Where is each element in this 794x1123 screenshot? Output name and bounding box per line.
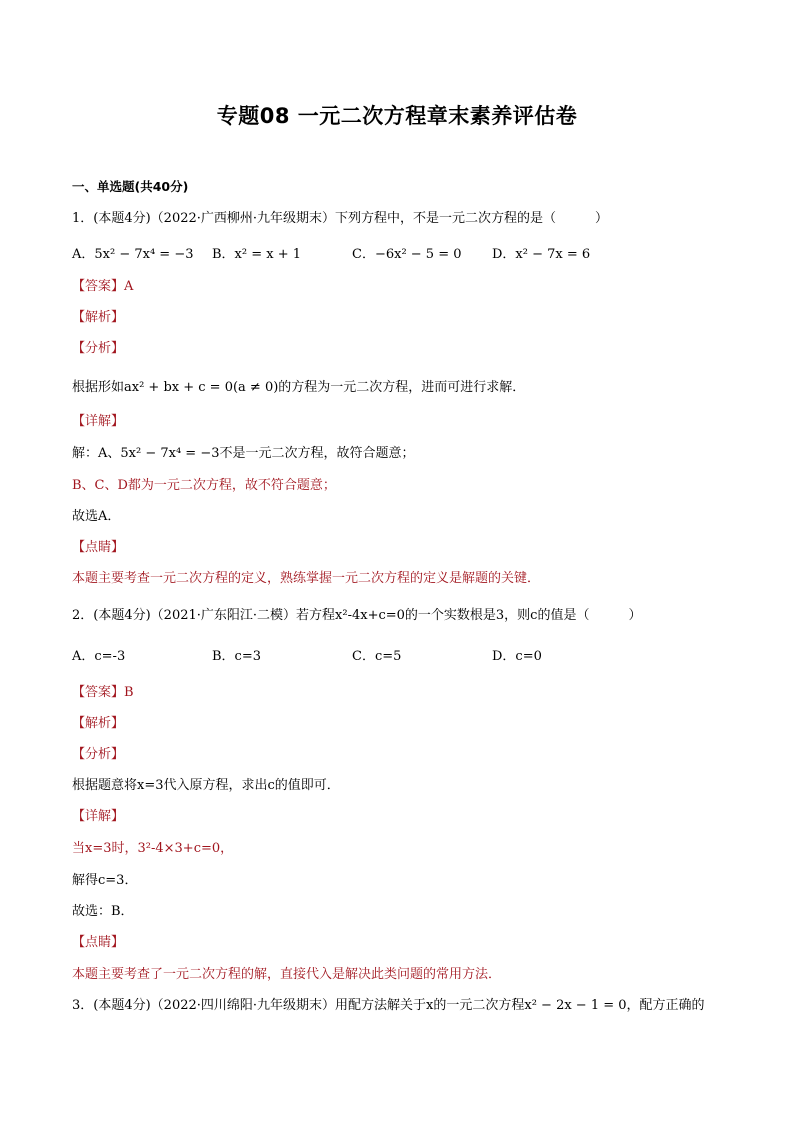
q2-solution-line-3: 故选：B． — [72, 904, 134, 919]
q1-option-a: A．5x² − 7x⁴ = −3 — [72, 247, 194, 262]
section-heading: 一、单选题(共40分) — [72, 179, 189, 194]
q2-jiexi-label: 【解析】 — [72, 716, 125, 731]
q2-dianjing-label: 【点睛】 — [72, 935, 125, 950]
q1-fenxi-text: 根据形如ax² + bx + c = 0(a ≠ 0)的方程为一元二次方程，进而可进行求解． — [72, 380, 526, 395]
q2-option-c: C．c=5 — [352, 649, 402, 664]
q2-answer: 【答案】B — [72, 685, 134, 700]
q2-fenxi-label: 【分析】 — [72, 747, 125, 762]
q2-options — [72, 648, 754, 666]
q1-solution-line-2: B、C、D都为一元二次方程，故不符合题意； — [72, 478, 336, 493]
page-title: 专题08 一元二次方程章末素养评估卷 — [216, 104, 578, 128]
q1-option-b: B．x² = x + 1 — [212, 247, 302, 262]
q1-dianjing-text: 本题主要考查一元二次方程的定义，熟练掌握一元二次方程的定义是解题的关键． — [72, 571, 541, 586]
q1-answer: 【答案】A — [72, 279, 134, 294]
q1-stem: 1．(本题4分)（2022·广西柳州·九年级期末）下列方程中，不是一元二次方程的是（ ） — [72, 211, 609, 226]
q1-dianjing-label: 【点睛】 — [72, 540, 125, 555]
q1-fenxi-label: 【分析】 — [72, 341, 125, 356]
q2-option-d: D．c=0 — [492, 649, 542, 664]
q2-fenxi-text: 根据题意将x=3代入原方程，求出c的值即可． — [72, 778, 340, 793]
q2-option-b: B．c=3 — [212, 649, 261, 664]
q2-stem: 2．(本题4分)（2021·广东阳江·二模）若方程x²-4x+c=0的一个实数根是3，则c的值是（ ） — [72, 608, 642, 623]
q1-xiangjie-label: 【详解】 — [72, 414, 125, 429]
q2-solution-line-1: 当x=3时，3²-4×3+c=0， — [72, 841, 234, 856]
q1-option-c: C．−6x² − 5 = 0 — [352, 247, 462, 262]
q1-solution-line-1: 解：A、5x² − 7x⁴ = −3不是一元二次方程，故符合题意； — [72, 446, 415, 461]
q1-jiexi-label: 【解析】 — [72, 310, 125, 325]
q1-option-d: D．x² − 7x = 6 — [492, 247, 591, 262]
q2-xiangjie-label: 【详解】 — [72, 809, 125, 824]
q1-solution-line-3: 故选A． — [72, 509, 121, 524]
q2-dianjing-text: 本题主要考查了一元二次方程的解，直接代入是解决此类问题的常用方法． — [72, 967, 502, 982]
q2-option-a: A．c=-3 — [72, 649, 126, 664]
q3-stem: 3．(本题4分)（2022·四川绵阳·九年级期末）用配方法解关于x的一元二次方程x² − 2x − 1 = 0，配方正确的 — [72, 998, 705, 1013]
q1-options — [72, 246, 754, 264]
q2-solution-line-2: 解得c=3． — [72, 873, 138, 888]
